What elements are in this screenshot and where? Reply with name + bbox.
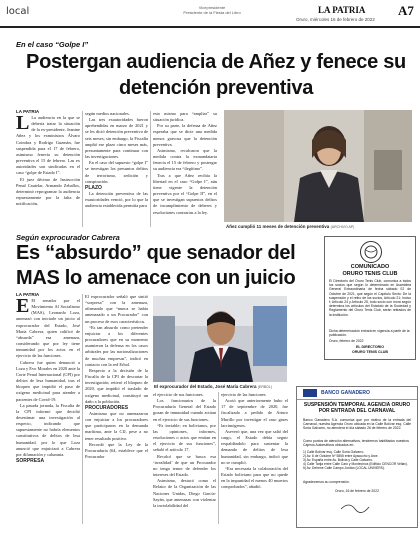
story1-col2-p2: Las tres exautoridades fueron aprehendidas en marzo de 2021 y se les dictó detención preventiva de seis meses; sin embargo, la Fiscalía amplió ese plazo cinco meses más, presuntamente para continuar con las investigaciones. — [85, 117, 148, 160]
bank-name: BANCO GANADERO — [321, 390, 370, 396]
story2-col4-p4: “Era necesaria la colaboración del Estado boliviano para que no quede en la impunidad el menos 40 muertos comprobados”, añadió. — [221, 465, 288, 490]
story1-col3-p2: Por su parte, la defensa de Añez esperaba que se dicte una medida menos gravosa que la detención preventiva. — [153, 123, 217, 147]
bank-notice-body: Banco Ganadero S.A. comunica que por motivo de la entrada del Carnaval, nuestra Agencia Oruro ubicada en la Calle Bolívar esq. Calle Soria Galvarro, no atenderá el día sábado 26 de febrero de 2022. — [303, 418, 411, 431]
notice-signature-2: ORURO TENIS CLUB — [352, 350, 388, 354]
issue-date: Oruro, miércoles 16 de febrero de 2022 — [296, 17, 375, 22]
bank-notice-thanks: Agradecemos su comprensión. — [303, 480, 350, 484]
tennis-club-notice — [324, 236, 416, 360]
header-tagline — [152, 5, 272, 15]
header-rule — [0, 26, 420, 28]
story2-caption-credit: (ERBOL) — [257, 385, 273, 389]
tennis-club-emblem-icon — [360, 241, 382, 263]
story2-col4-p3: Aseveró que, una vez que salió del cargo, el Estado debía seguir respaldándolo para sustentar la demanda de delitos de lesa humanidad, sin embargo, indicó que no se cumplió. — [221, 428, 288, 465]
column-divider — [150, 111, 151, 227]
story1-col1-p1: La audiencia en la que se debería tratar la situación de la ex-presidente, Jeanine Añez y los exministros Álvaro Coimbra y Rodrigo Guzmán, fue suspendida para el 17 de febrero, asimismo fenecía su detención preventiva el 15 de febrero. Las ex autoridades son sindicadas en el caso “golpe de Estado I”. — [16, 115, 80, 176]
list-item: 2) Av. 6 de Octubre Nº 5855 entre Ayacucho y Arce. — [303, 454, 379, 459]
story2-caption-text: El exprocurador del Estado, José María Cabrera — [154, 384, 257, 389]
story2-col2-p5: Recordó que la Ley de la Procuraduría (64, establece que el Procurador — [85, 441, 148, 460]
story2-col4-p2: Acotó que anteriormente hubo el 17 de septiembre de 2020, fue fiscalizado a pedido de Arturo Murillo por investigar el caso gases lacrimógenos. — [221, 398, 288, 428]
story1-headline: Postergan audiencia de Añez y fenece su detención preventiva — [26, 51, 406, 99]
list-item: 1) Calle Bolívar esq. Calle Soria Galvarro. — [303, 450, 365, 454]
story1-caption-credit: (ARCHIVO AP) — [330, 225, 355, 229]
story2-col1-p3: La pasada jornada, la Fiscalía de la CPI informó que decidió desestimar una investigación al respecto, indicando que supuestamente no habría elementos constitutivos de delitos de lesa humanidad, por lo que Loza anunció que enjuiciará a Cabrera por difamación y calumnia. — [16, 402, 80, 457]
list-item: 5) Av. Dehene Calle Campo Jordán (LOCAL UNIVERS). — [303, 466, 385, 471]
story2-col2-p3: Respecto a la decisión de la Fiscalía de la CPI de descartar la investigación, reiteró el bloqueo de 2020, que impidió el traslado de oxígeno medicinal, constituyó un daño a la población. — [85, 367, 148, 404]
story2-col3-p3: “Es inviable; en bolivianos, por las opiniones, informes, resoluciones o actos que emitan en el ejercicio de sus funciones”, señaló el artículo 17. — [153, 422, 216, 453]
bank-notice — [296, 386, 418, 528]
story2-column-4 — [221, 392, 288, 491]
column-divider — [218, 392, 219, 524]
story2-subhead-1: SORPRESA — [16, 458, 45, 465]
list-item: 4) Calle Tarija entre Calle Caro y Montecinos (Edificio CENCOR Vellav). — [303, 462, 408, 467]
bank-signature-stamp — [337, 499, 377, 515]
story1-col2-p4: La detención preventiva de las exautoridades venció, por lo que la audiencia establecida permitía para — [85, 191, 148, 209]
story2-col2-p2: “Es tan absurdo como pretender enjuiciar a los diferentes procuradores que en su momento asumieron la defensa en los casos arbitrales por las nacionalizaciones de muchas empresas”, indicó en contacto con la red Erbol. — [85, 324, 148, 367]
story1-col3-p4: Tras a que Añez recibía la libertad en el caso “Golpe I”, aún tiene vigente la detención preventiva por el “Golpe II”, en el que se investigan supuestos delitos de incumplimiento de deberes y resoluciones contrarias a la ley. — [153, 172, 217, 215]
story1-photo — [224, 110, 412, 222]
column-divider — [82, 294, 83, 524]
story1-kicker: En el caso “Golpe I” — [16, 40, 89, 49]
story2-column-2 — [85, 294, 148, 460]
story1-byline: LA PATRIA — [16, 109, 40, 114]
man-portrait-image — [153, 296, 287, 382]
story2-headline: Es “absurdo” que senador del MAS lo amenace con un juicio — [16, 242, 296, 289]
story2-col3-p1: el ejercicio de sus funciones. — [153, 392, 204, 397]
story2-col1-p2: Cabrera fue quien denunció a Loza y Evo Morales en 2020 ante la Corte Penal Internacional (CPI) por delitos de lesa humanidad, tras el bloqueo que impidió el paso de oxígeno medicinal para atender a pacientes de Covid-19. — [16, 359, 80, 402]
notice-title: COMUNICADO — [350, 264, 390, 270]
story1-dropcap: L — [16, 112, 30, 134]
story1-col3-p3: Asimismo, recalcaron que la medida contra la exmandataria fenecía el 15 de febrero y postergar su audiencia era “ilegítimo”. — [153, 147, 217, 172]
bank-notice-date: Oruro, 16 de febrero de 2022 — [335, 489, 379, 493]
header-tagline-line1: Vicepresidente — [198, 5, 226, 10]
story2-col3-p2: Los funcionarios de la Procuraduría General del Estado gozan de inmunidad cuando actúan en el ejercicio de sus funciones. — [153, 398, 216, 422]
story1-col1-p2: El juez décimo de Instrucción Penal Cautelar, Armando Zeballos, determinó reprogramar la audiencia repuestamente por la falta de notificación, — [16, 176, 80, 207]
story2-col3-p5: Asimismo, destacó como el Relator de la Organización de las Naciones Unidas, Diego García-Sayán, que amenazas con violentar la inviolabilidad del — [153, 478, 216, 508]
section-label: local — [6, 6, 30, 17]
story1-col2-p1: según medios nacionales. — [85, 111, 130, 116]
header-tagline-line2: Presidente de la Fiesta del Libro — [183, 10, 241, 15]
page-number: A7 — [398, 3, 414, 18]
notice-body-2: Dicha determinación entrará en vigencia a partir de la publicación. — [329, 329, 410, 338]
story2-col3-p4: Recalcó que se busca esa ‘irrealidad’ de que un Procurador no tenga temor de defender los intereses del Estado. — [153, 453, 216, 478]
story2-col1-p1: El senador por el Movimiento Al Socialismo (MAS), Leonardo Loza, amenazó con iniciarle un juicio al exprocurador del Estado, José María Cabrera, quien calificó de “absurda” esa amenaza, considerando que por ley tiene inmunidad por los actos en el ejercicio de las funciones. — [16, 298, 80, 359]
column-divider — [82, 111, 83, 227]
story2-photo — [153, 296, 287, 382]
bank-atm-list — [303, 450, 411, 470]
bank-notice-title: SUSPENSIÓN TEMPORAL AGENCIA ORURO POR ENTRADA DEL CARNAVAL — [303, 402, 411, 414]
story1-caption-text: Áñez cumplió 11 meses de detención preventiva — [226, 224, 330, 229]
notice-signature-1: EL DIRECTORIO — [355, 345, 385, 349]
story2-col2-p4: Asimismo que no amenazaron con enjuiciar a los procuradores que participaron en la demanda marítima, ante la CIJ, pese a no tener resultado positivo. — [85, 410, 148, 441]
story2-subhead-2: PROCURADORES — [85, 404, 129, 411]
story1-column-3 — [153, 111, 217, 216]
story1-col2-p3: En el caso del supuesto “golpe I” se investigan los presuntos delitos de terrorismo, sedición y conspiración. — [85, 160, 148, 184]
notice-body: El Directorio del Oruro Tenis Club, comunica a todos los socios que según lo determinado en Asamblea General Extraordinaria de fecha sábado 02 de Octubre de 2021, que según el Capítulo Sexto: De la suspensión y el retiro de los socios, Artículo 21; Inciso f; Artículo 24 y Artículo 25, todo socio con mora según determina los artículos del Estatuto de la Sociedad y Reglamento del Oruro Tenis Club, serán retirados de la institución. — [329, 279, 411, 317]
woman-portrait-image — [224, 110, 412, 222]
story1-col3-p1: esto mismo para “ampliar” su situación jurídica. — [153, 111, 217, 123]
story2-photo-caption — [154, 384, 288, 389]
bank-notice-body-2: Como puntos de atención alternativos, tendremos habilitados nuestros Cajeros Automáticos ubicados en: — [303, 439, 409, 448]
story2-kicker: Según exprocurador Cabrera — [16, 233, 120, 242]
bank-header — [297, 387, 417, 400]
story2-column-1 — [16, 295, 80, 465]
notice-org: ORURO TENIS CLUB — [342, 271, 398, 277]
story2-column-3 — [153, 392, 216, 509]
notice-date: Oruro, febrero de 2022 — [329, 339, 364, 343]
story1-column-1 — [16, 112, 80, 207]
story2-byline: LA PATRIA — [16, 292, 40, 297]
newspaper-logo: LA PATRIA — [318, 5, 366, 15]
story1-column-2 — [85, 111, 148, 210]
story1-photo-caption — [226, 224, 354, 229]
story2-dropcap: E — [16, 295, 30, 317]
list-item: 3) Av. España entre Av. Bolivia y Calle Galvarro. — [303, 458, 373, 463]
story1-subhead: PLAZO — [85, 184, 102, 191]
bank-logo-icon — [303, 389, 317, 397]
story2-col2-p1: El exprocurador señaló que sintió “sorpresa” con la amenaza, afirmando que “nunca se había amenazado a un Procurador” con un proceso de esos característicos. — [85, 294, 148, 324]
story2-col4-p1: ejercicio de las funciones. — [221, 392, 267, 397]
